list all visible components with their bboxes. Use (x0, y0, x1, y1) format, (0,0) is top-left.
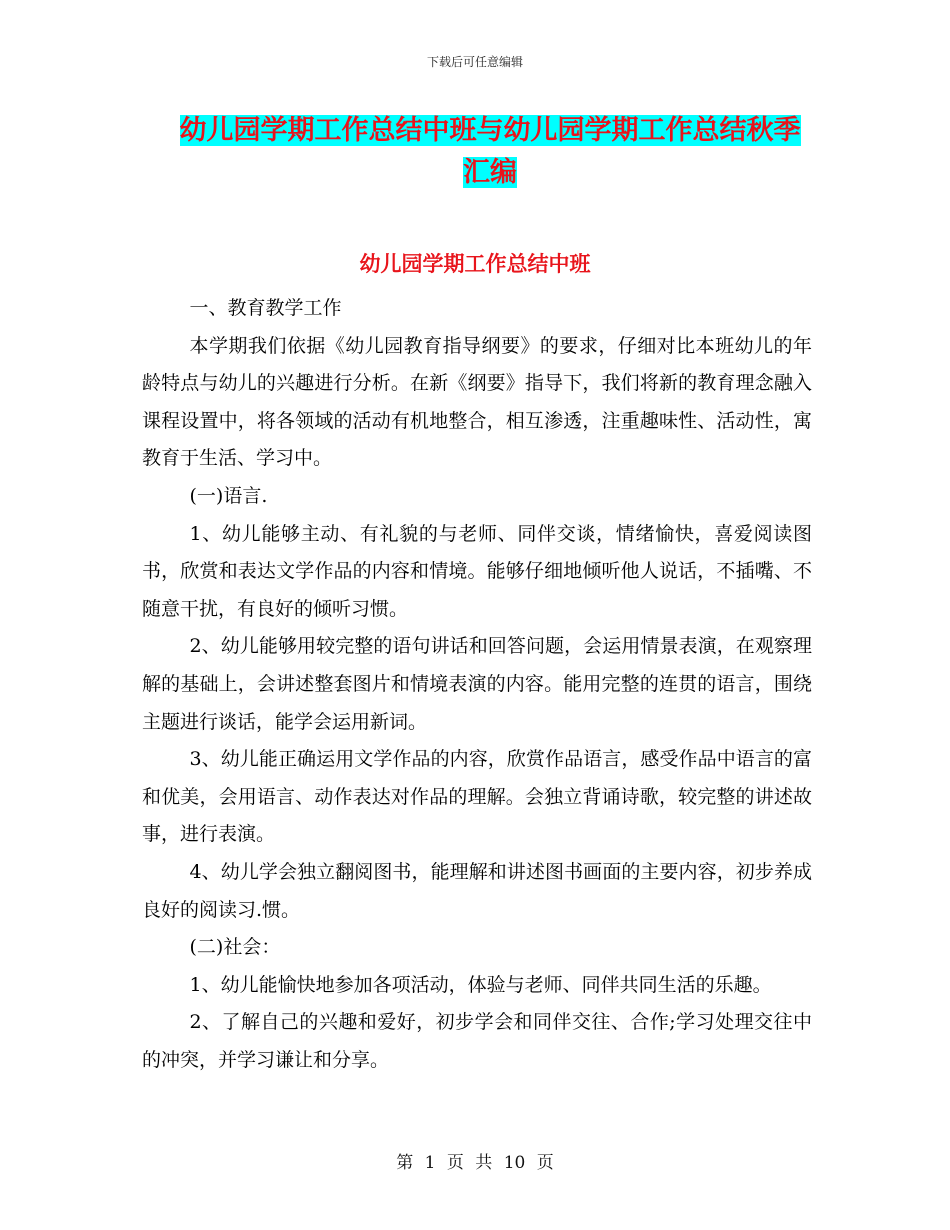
paragraph-language-2: 2、幼儿能够用较完整的语句讲话和回答问题，会运用情景表演，在观察理解的基础上，会讲述整套图片和情境表演的内容。能用完整的连贯的语言，围绕主题进行谈话，能学会运用新词。 (142, 635, 812, 733)
header-note: 下载后可任意编辑 (426, 55, 523, 69)
paragraph-society-2: 2、了解自己的兴趣和爱好，初步学会和同伴交往、合作;学习处理交往中的冲突，并学习谦让和分享。 (142, 1011, 812, 1071)
subheading-society: (二)社会： (189, 936, 281, 959)
paragraph-language-1: 1、幼儿能够主动、有礼貌的与老师、同伴交谈，情绪愉快，喜爱阅读图书，欣赏和表达文学作品的内容和情境。能够仔细地倾听他人说话，不插嘴、不随意干扰，有良好的倾听习惯。 (142, 522, 812, 620)
paragraph-language-4: 4、幼儿学会独立翻阅图书，能理解和讲述图书画面的主要内容，初步养成良好的阅读习.惯。 (142, 860, 812, 921)
heading-education-work: 一、教育教学工作 (189, 297, 342, 319)
page-footer: 第 1 页 共 10 页 (396, 1153, 554, 1173)
paragraph-language-3: 3、幼儿能正确运用文学作品的内容，欣赏作品语言，感受作品中语言的富和优美，会用语言、动作表达对作品的理解。会独立背诵诗歌，较完整的讲述故事，进行表演。 (142, 748, 812, 846)
section-title: 幼儿园学期工作总结中班 (359, 252, 591, 276)
document-title (150, 110, 830, 194)
document-body (142, 290, 812, 1079)
paragraph-intro: 本学期我们依据《幼儿园教育指导纲要》的要求，仔细对比本班幼儿的年龄特点与幼儿的兴趣进行分析。在新《纲要》指导下，我们将新的教育理念融入课程设置中，将各领域的活动有机地整合，相互渗透，注重趣味性、活动性，寓教育于生活、学习中。 (142, 334, 812, 470)
document-title-line-2: 汇编 (463, 157, 517, 188)
document-title-line-1: 幼儿园学期工作总结中班与幼儿园学期工作总结秋季 (179, 115, 801, 146)
paragraph-society-1: 1、幼儿能愉快地参加各项活动，体验与老师、同伴共同生活的乐趣。 (189, 973, 772, 996)
subheading-language: (一)语言. (189, 484, 268, 507)
